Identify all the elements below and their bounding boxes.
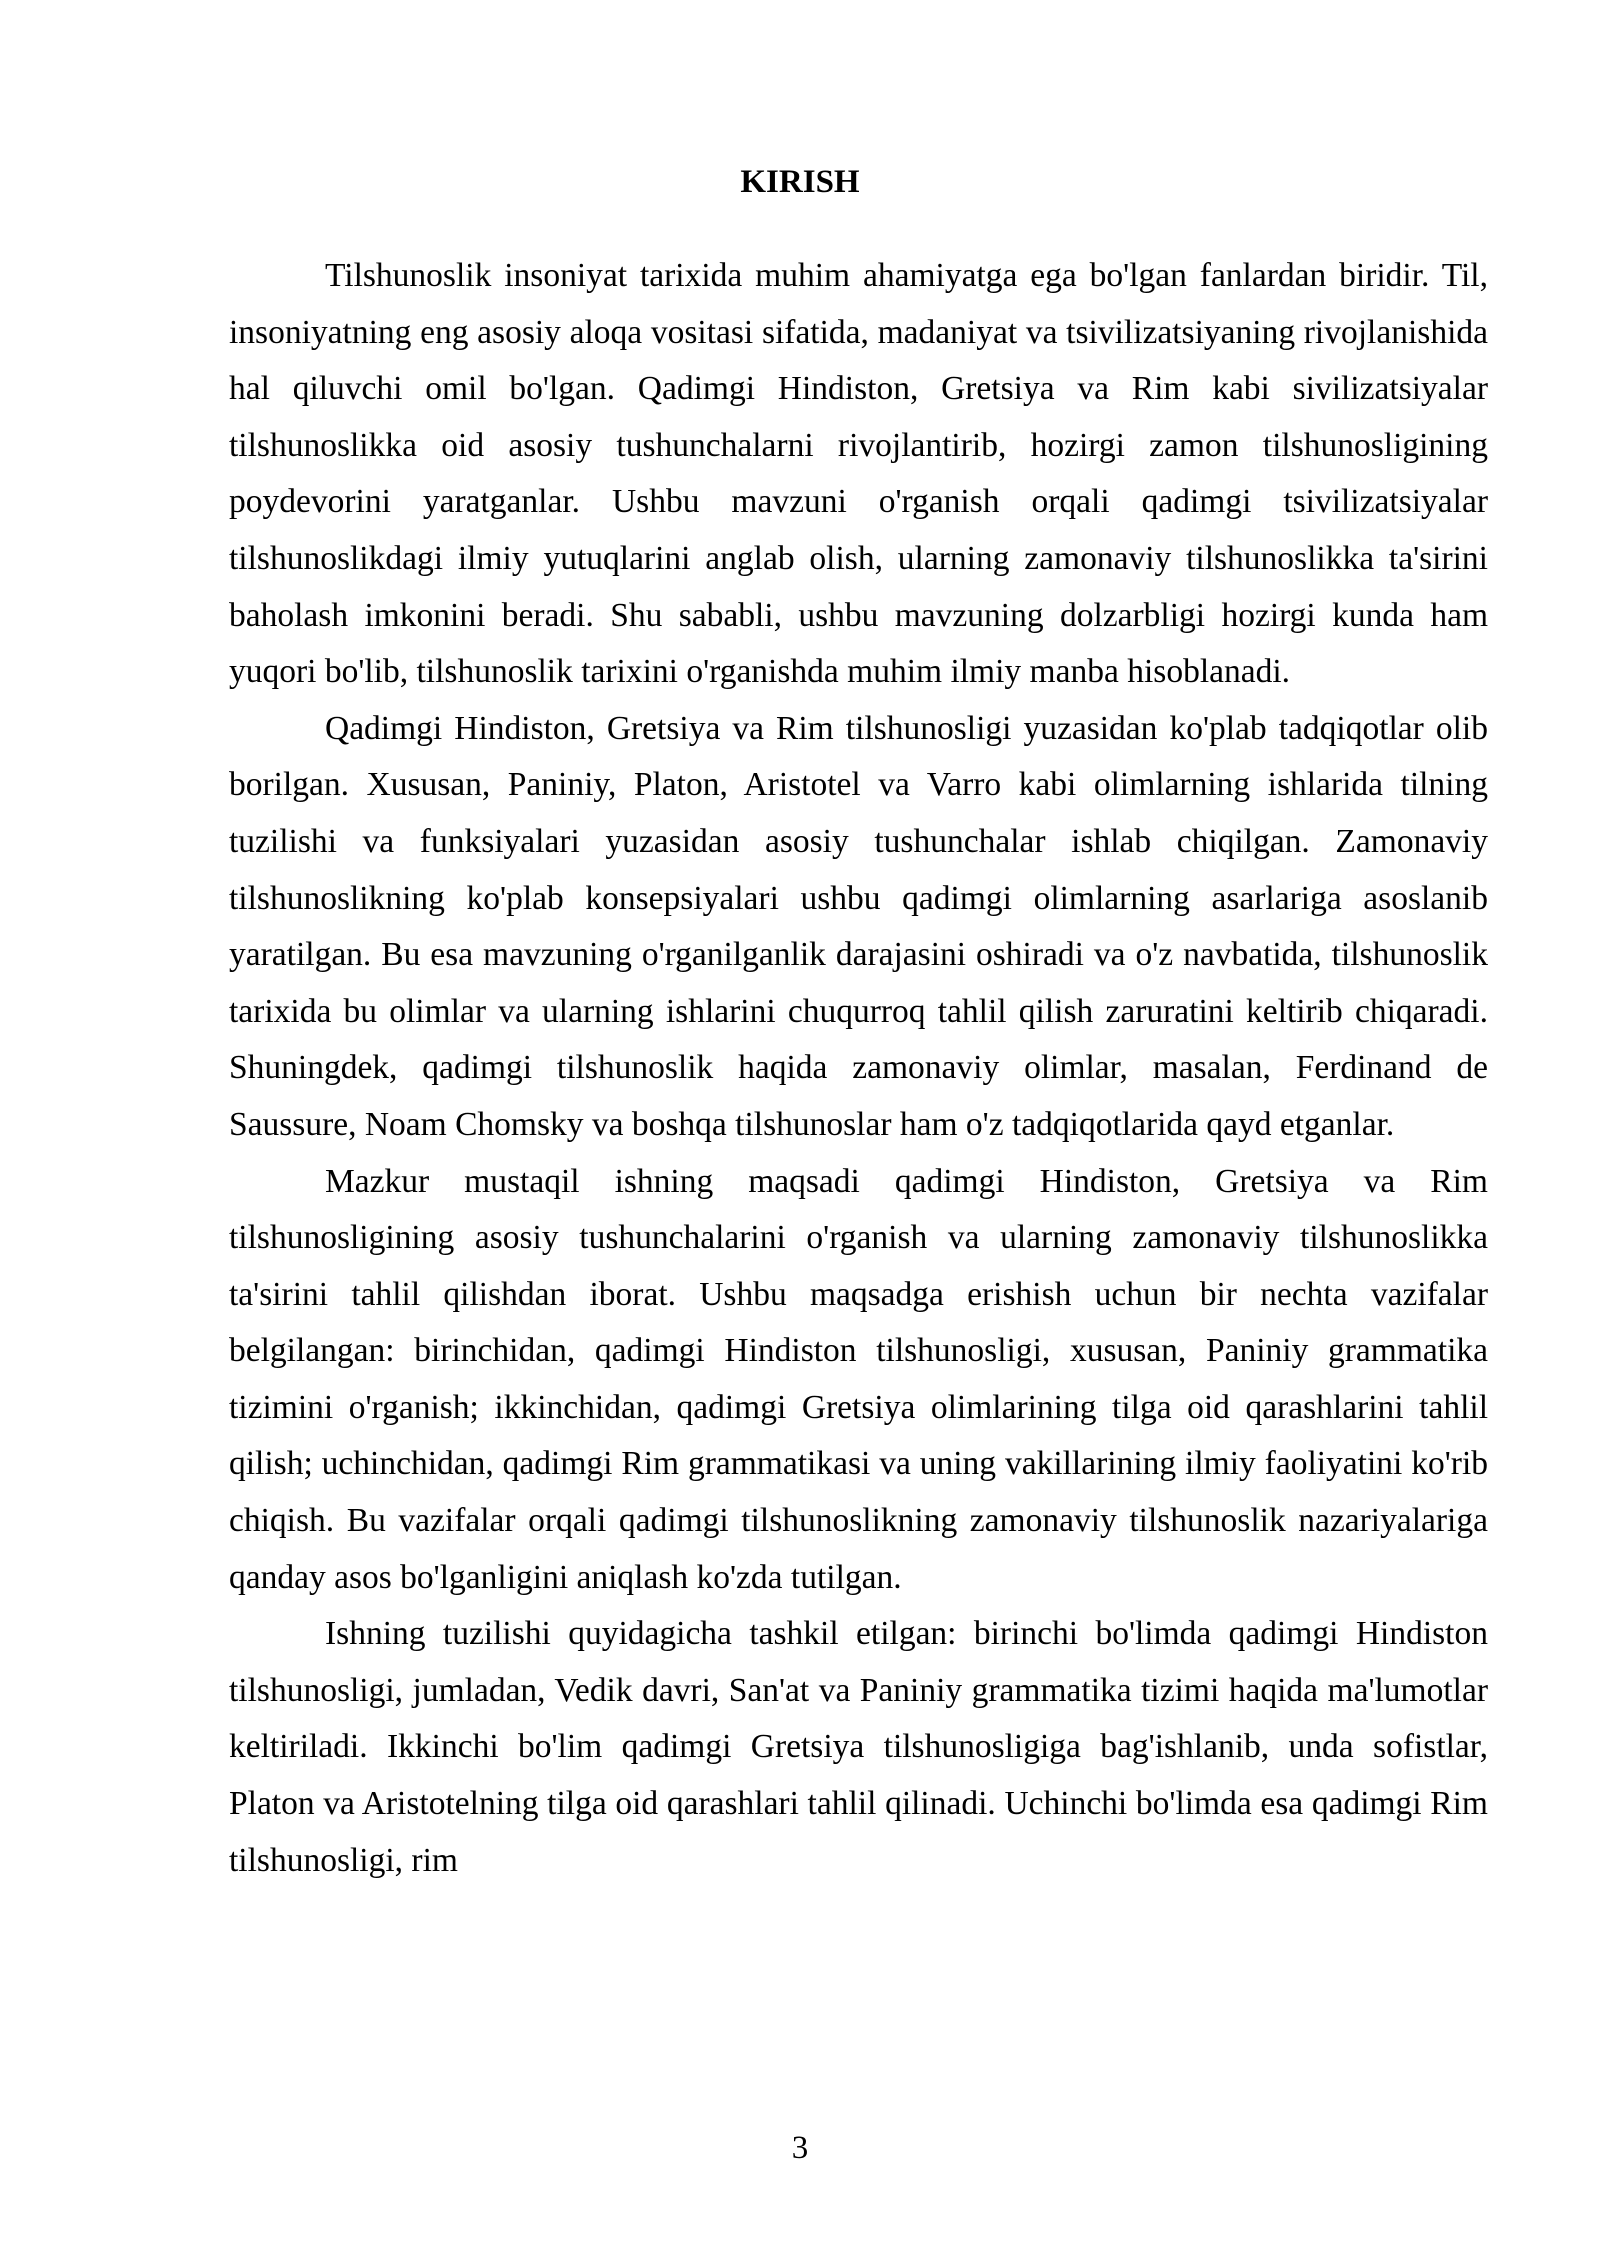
paragraph-research-level: Qadimgi Hindiston, Gretsiya va Rim tilshunosligi yuzasidan ko'plab tadqiqotlar olib borilgan. Xususan, Paniniy, Platon, Aristotel va Varro kabi olimlarning ishlarida tilning tuzilishi va funksiyalari yuzasidan asosiy tushunchalar ishlab chiqilgan. Zamonaviy tilshunoslikning ko'plab konsepsiyalari ushbu qadimgi olimlarning asarlariga asoslanib yaratilgan. Bu esa mavzuning o'rganilganlik darajasini oshiradi va o'z navbatida, tilshunoslik tarixida bu olimlar va ularning ishlarini chuqurroq tahlil qilish zaruratini keltirib chiqaradi. Shuningdek, qadimgi tilshunoslik haqida zamonaviy olimlar, masalan, Ferdinand de Saussure, Noam Chomsky va boshqa tilshunoslar ham o'z tadqiqotlarida qayd etganlar. bbox=[229, 709, 1488, 1143]
paragraph-goals-tasks: Mazkur mustaqil ishning maqsadi qadimgi Hindiston, Gretsiya va Rim tilshunosligining asosiy tushunchalarini o'rganish va ularning zamonaviy tilshunoslikka ta'sirini tahlil qilishdan iborat. Ushbu maqsadga erishish uchun bir nechta vazifalar belgilangan: birinchidan, qadimgi Hindiston tilshunosligi, xususan, Paniniy grammatika tizimini o'rganish; ikkinchidan, qadimgi Gretsiya olimlarining tilga oid qarashlarini tahlil qilish; uchinchidan, qadimgi Rim grammatikasi va uning vakillarining ilmiy faoliyatini ko'rib chiqish. Bu vazifalar orqali qadimgi tilshunoslikning zamonaviy tilshunoslik nazariyalariga qanday asos bo'lganligini aniqlash ko'zda tutilgan. bbox=[229, 1162, 1488, 1596]
body-text bbox=[229, 248, 1488, 1889]
paragraph-structure: Ishning tuzilishi quyidagicha tashkil etilgan: birinchi bo'limda qadimgi Hindiston tilshunosligi, jumladan, Vedik davri, San'at va Paniniy grammatika tizimi haqida ma'lumotlar keltiriladi. Ikkinchi bo'lim qadimgi Gretsiya tilshunosligiga bag'ishlanib, unda sofistlar, Platon va Aristotelning tilga oid qarashlari tahlil qilinadi. Uchinchi bo'limda esa qadimgi Rim tilshunosligi, rim bbox=[229, 1615, 1488, 1879]
paragraph-relevance: Tilshunoslik insoniyat tarixida muhim ahamiyatga ega bo'lgan fanlardan biridir. Til, insoniyatning eng asosiy aloqa vositasi sifatida, madaniyat va tsivilizatsiyaning rivojlanishida hal qiluvchi omil bo'lgan. Qadimgi Hindiston, Gretsiya va Rim kabi sivilizatsiyalar tilshunoslikka oid asosiy tushunchalarni rivojlantirib, hozirgi zamon tilshunosligining poydevorini yaratganlar. Ushbu mavzuni o'rganish orqali qadimgi tsivilizatsiyalar tilshunoslikdagi ilmiy yutuqlarini anglab olish, ularning zamonaviy tilshunoslikka ta'sirini baholash imkonini beradi. Shu sababli, ushbu mavzuning dolzarbligi hozirgi kunda ham yuqori bo'lib, tilshunoslik tarixini o'rganishda muhim ilmiy manba hisoblanadi. bbox=[229, 257, 1488, 691]
page-number: 3 bbox=[791, 2130, 809, 2166]
page-title: KIRISH bbox=[740, 164, 860, 200]
